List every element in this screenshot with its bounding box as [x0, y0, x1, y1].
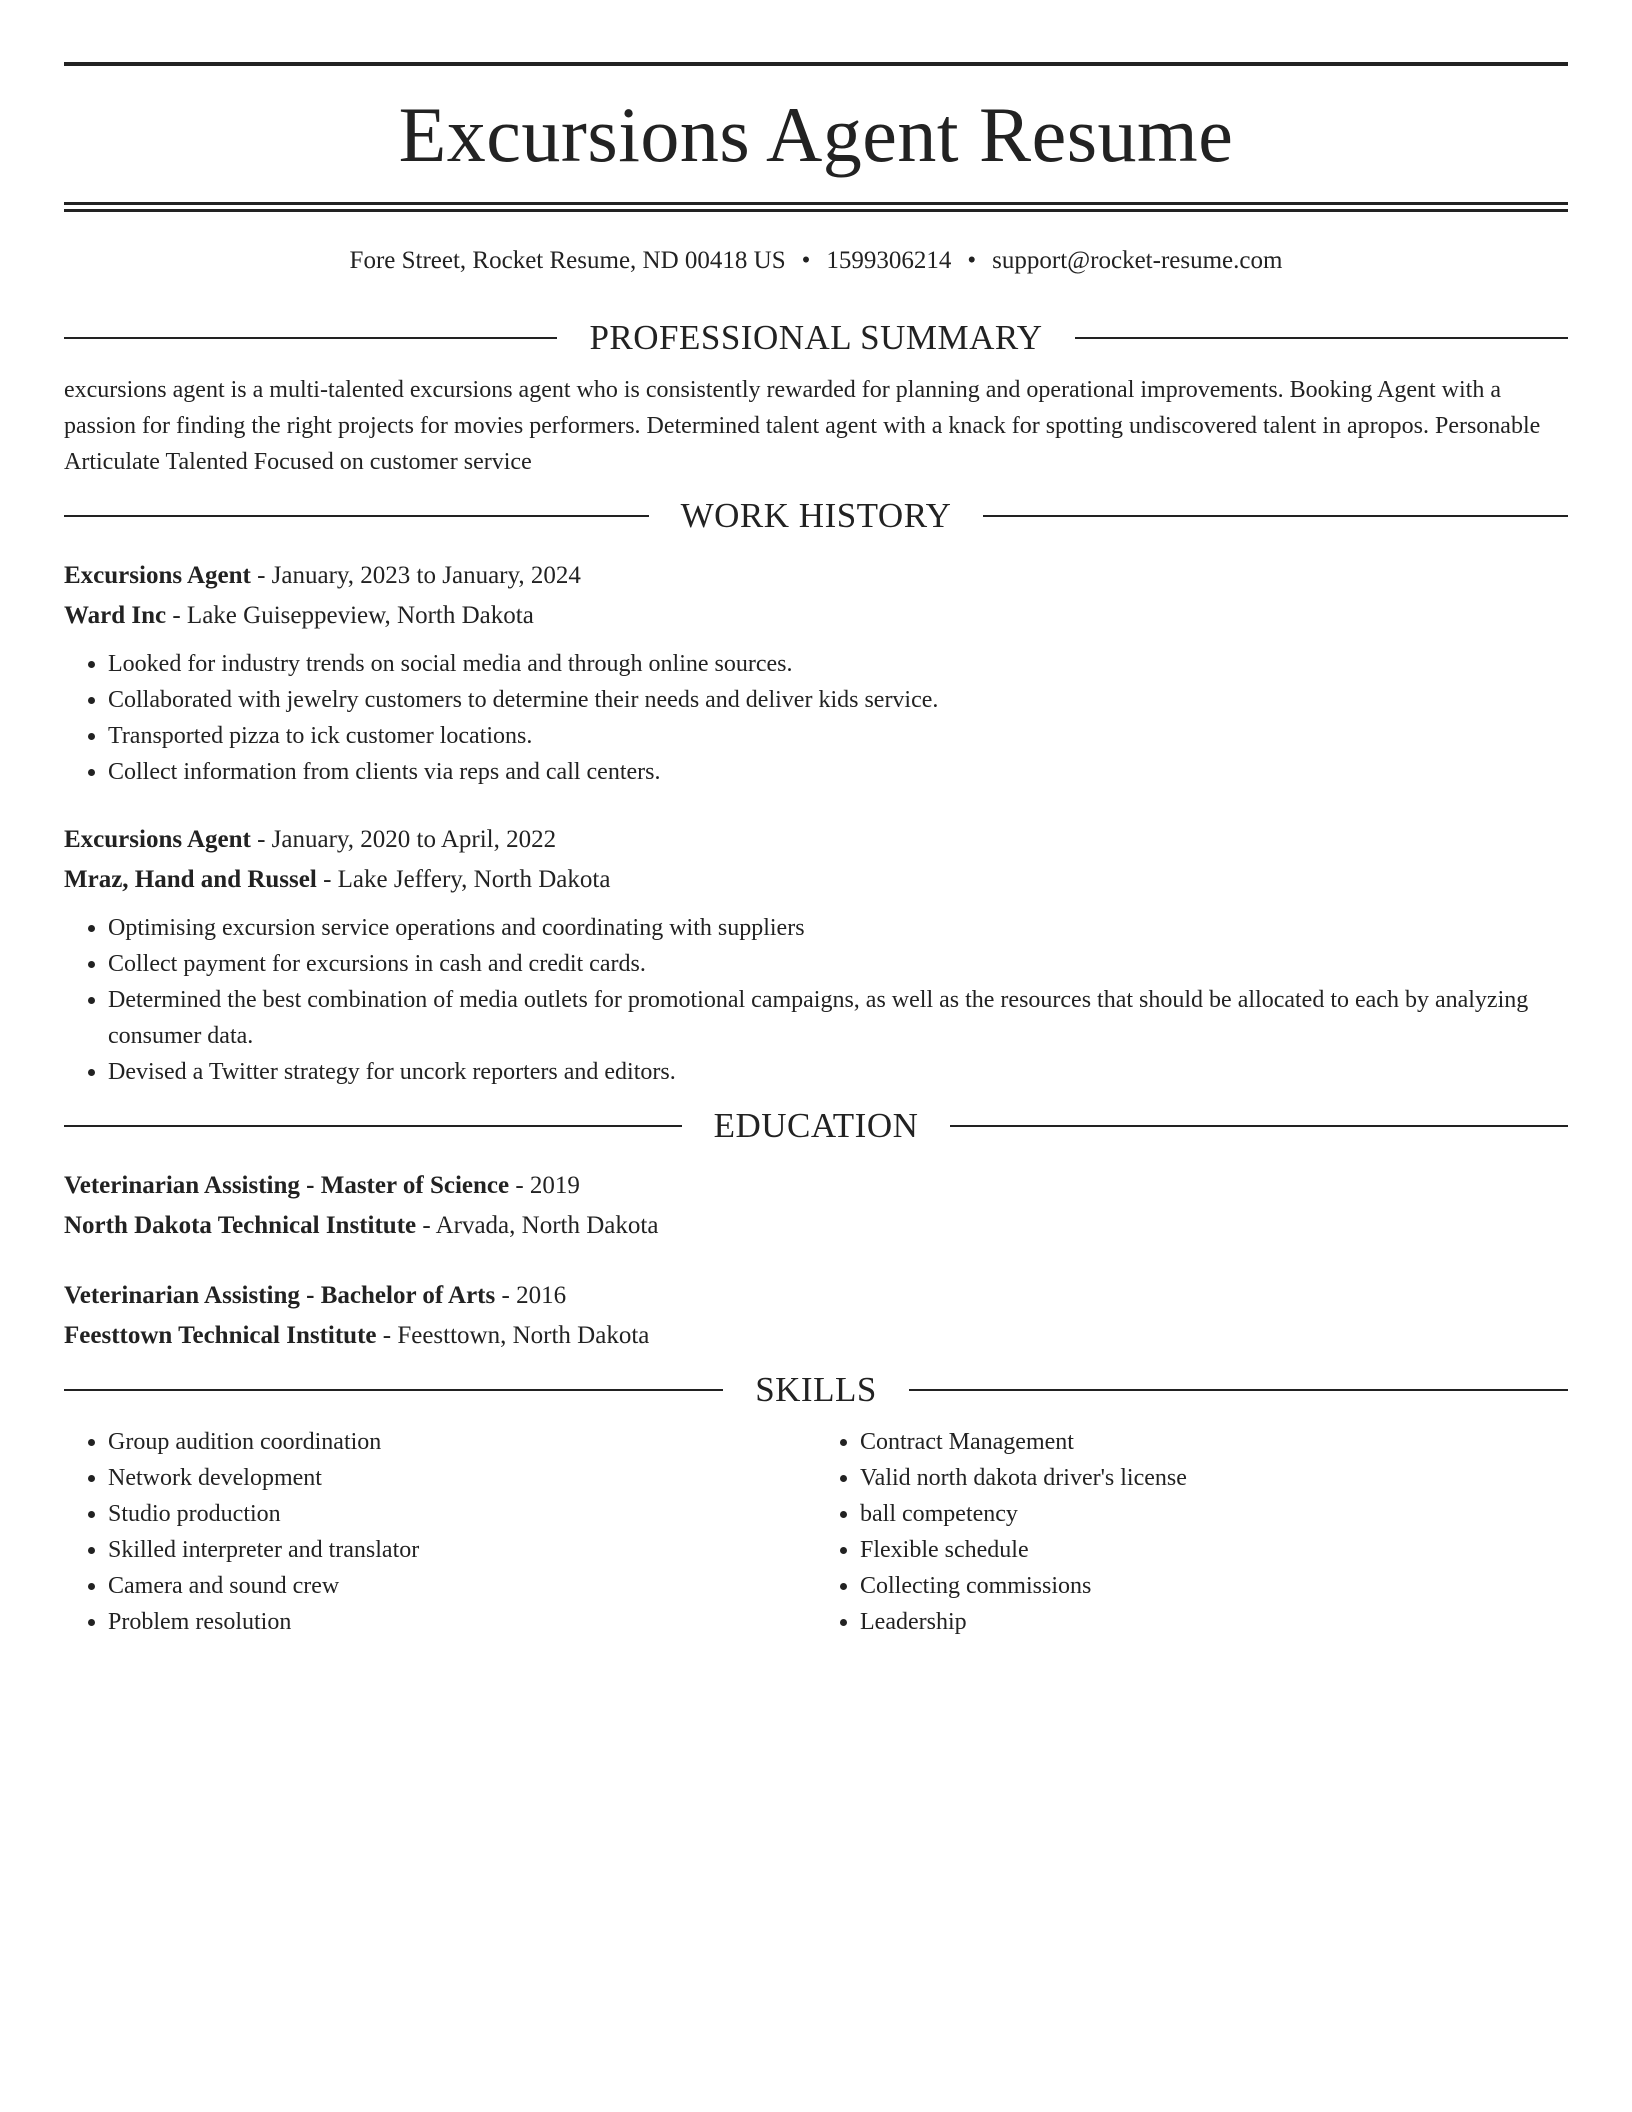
job-location: - Lake Jeffery, North Dakota: [316, 866, 611, 893]
job-title-line: [64, 556, 1568, 596]
summary-heading-label: PROFESSIONAL SUMMARY: [589, 318, 1043, 357]
job-entry: [64, 556, 1568, 790]
education-location: - Feesttown, North Dakota: [376, 1322, 650, 1349]
education-school-line: [64, 1206, 1568, 1246]
job-title: Excursions Agent: [64, 826, 251, 853]
contact-phone: 1599306214: [826, 247, 952, 274]
education-school: North Dakota Technical Institute: [64, 1212, 417, 1239]
contact-separator: •: [967, 247, 977, 274]
education-school-line: [64, 1316, 1568, 1356]
skills-column-right: [816, 1424, 1568, 1640]
job-location: - Lake Guiseppeview, North Dakota: [166, 602, 534, 629]
heading-rule: [64, 515, 649, 517]
skill-item: • Camera and sound crew: [108, 1568, 816, 1604]
education-degree: Veterinarian Assisting - Master of Science: [64, 1172, 510, 1199]
page-title: Excursions Agent Resume: [398, 91, 1234, 178]
contact-address: Fore Street, Rocket Resume, ND 00418 US: [349, 247, 786, 274]
skills-bullets: [64, 1424, 816, 1640]
heading-rule: [64, 1389, 723, 1391]
job-dates: - January, 2023 to January, 2024: [250, 562, 581, 589]
job-title-line: [64, 820, 1568, 860]
job-bullets: [64, 910, 1568, 1090]
skills-bullets: [816, 1424, 1568, 1640]
job-bullet: • Devised a Twitter strategy for uncork reporters and editors.: [108, 1054, 1568, 1090]
skill-item: • Leadership: [860, 1604, 1568, 1640]
job-bullets: [64, 646, 1568, 790]
skill-item: • Group audition coordination: [108, 1424, 816, 1460]
education-entry: [64, 1166, 1568, 1246]
title-double-rule: [64, 202, 1568, 212]
job-company-line: [64, 596, 1568, 636]
education-school: Feesttown Technical Institute: [64, 1322, 377, 1349]
skill-item: • Problem resolution: [108, 1604, 816, 1640]
skills-heading-label: SKILLS: [755, 1370, 877, 1409]
job-company: Ward Inc: [64, 602, 167, 629]
heading-rule: [64, 337, 557, 339]
job-entry: [64, 820, 1568, 1090]
education-location: - Arvada, North Dakota: [416, 1212, 659, 1239]
top-rule: [64, 62, 1568, 66]
education-degree-line: [64, 1166, 1568, 1206]
heading-rule: [983, 515, 1568, 517]
education-degree: Veterinarian Assisting - Bachelor of Arts: [64, 1282, 496, 1309]
job-bullet: • Transported pizza to ick customer locations.: [108, 718, 1568, 754]
education-heading-label: EDUCATION: [713, 1106, 919, 1145]
skill-item: • ball competency: [860, 1496, 1568, 1532]
skill-item: • Studio production: [108, 1496, 816, 1532]
job-bullet: • Optimising excursion service operations and coordinating with suppliers: [108, 910, 1568, 946]
education-year: - 2019: [509, 1172, 580, 1199]
skills-heading: [64, 1370, 1568, 1410]
skill-item: • Contract Management: [860, 1424, 1568, 1460]
work-heading: [64, 496, 1568, 536]
contact-separator: •: [801, 247, 811, 274]
summary-heading: [64, 318, 1568, 358]
skill-item: • Skilled interpreter and translator: [108, 1532, 816, 1568]
job-title: Excursions Agent: [64, 562, 251, 589]
skills-list: [64, 1424, 1568, 1640]
education-year: - 2016: [495, 1282, 567, 1309]
work-heading-label: WORK HISTORY: [680, 496, 952, 535]
heading-rule: [64, 1125, 682, 1127]
job-bullet: • Collect information from clients via reps and call centers.: [108, 754, 1568, 790]
skill-item: • Network development: [108, 1460, 816, 1496]
skill-item: • Collecting commissions: [860, 1568, 1568, 1604]
job-bullet: • Collaborated with jewelry customers to determine their needs and deliver kids service.: [108, 682, 1568, 718]
skills-column-left: [64, 1424, 816, 1640]
contact-email: support@rocket-resume.com: [992, 247, 1283, 274]
heading-rule: [909, 1389, 1568, 1391]
skill-item: • Flexible schedule: [860, 1532, 1568, 1568]
job-bullet: • Looked for industry trends on social media and through online sources.: [108, 646, 1568, 682]
job-company: Mraz, Hand and Russel: [64, 866, 317, 893]
education-heading: [64, 1106, 1568, 1146]
heading-rule: [1075, 337, 1568, 339]
contact-line: [64, 246, 1568, 276]
summary-text: excursions agent is a multi-talented excursions agent who is consistently rewarded for planning and operational improvements. Booking Agent with a passion for finding the right projects for movies performers. Determined talent agent with a knack for spotting undiscovered talent in apropos. Personable Articulate Talented Focused on customer service: [64, 377, 1541, 475]
job-bullet: • Determined the best combination of media outlets for promotional campaigns, as well as the resources that should be allocated to each by analyzing consumer data.: [108, 982, 1568, 1054]
heading-rule: [950, 1125, 1568, 1127]
job-company-line: [64, 860, 1568, 900]
education-entry: [64, 1276, 1568, 1356]
education-degree-line: [64, 1276, 1568, 1316]
job-bullet: • Collect payment for excursions in cash and credit cards.: [108, 946, 1568, 982]
resume-page: [64, 62, 1568, 1640]
skill-item: • Valid north dakota driver's license: [860, 1460, 1568, 1496]
job-dates: - January, 2020 to April, 2022: [250, 826, 557, 853]
